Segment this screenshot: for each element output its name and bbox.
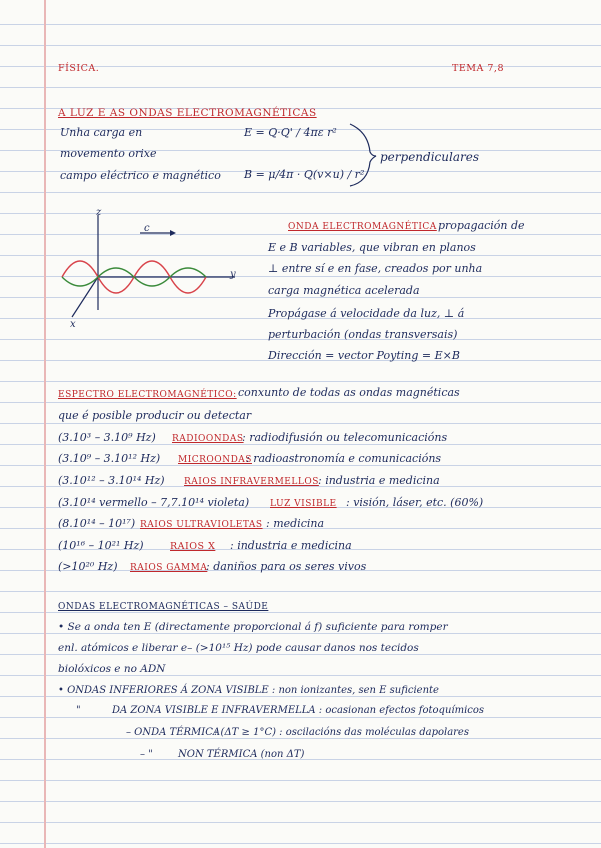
formula-b: B = μ/4π · Q(v×u) / r² [244,168,365,181]
velocity-c-label: c [144,223,150,234]
text-line: carga magnética acelerada [268,284,420,297]
spectrum-name: MICROONDAS [178,455,252,465]
spectrum-name: RAIOS INFRAVERMELLOS [184,477,319,487]
spectrum-desc: : radioastronomía e comunicacións [246,452,442,465]
text-line: DA ZONA VISIBLE E INFRAVERMELLA : ocasionan efectos fotoquímicos [112,705,485,716]
em-wave-diagram [60,205,250,335]
text-line: movemento orixe [60,147,157,160]
text-line: perturbación (ondas transversais) [268,328,458,341]
spectrum-name: RAIOS ULTRAVIOLETAS [140,520,263,530]
ditto-mark: – " [140,749,153,760]
text-line: E e B variables, que vibran en planos [268,241,476,254]
text-line: • Se a onda ten E (directamente proporcional á f) suficiente para romper [58,621,448,633]
spectrum-name: RAIOS X [170,541,216,552]
spectrum-range: (3.10⁹ – 3.10¹² Hz) [58,452,161,465]
text-line: enl. atómicos e liberar e– (>10¹⁵ Hz) pode causar danos nos tecidos [58,642,419,654]
perpendicular-label: perpendiculares [380,150,479,164]
em-wave-heading: ONDA ELECTROMAGNÉTICA [288,222,437,232]
spectrum-name: RADIOONDAS [172,434,244,444]
text-line: conxunto de todas as ondas magnéticas [238,386,460,399]
text-line: : (ΔT ≥ 1°C) : oscilacións das moléculas dapolares [214,727,469,738]
spectrum-range: (3.10¹⁴ vermello – 7,7.10¹⁴ violeta) [58,496,250,509]
subject-label: FÍSICA. [58,63,100,74]
spectrum-range: (8.10¹⁴ – 10¹⁷) [58,517,136,530]
spectrum-desc: : medicina [266,517,325,530]
brace-icon [348,122,378,188]
axis-y-label: y [230,269,236,280]
spectrum-name: RAIOS GAMMA [130,563,208,573]
text-line: Unha carga en [60,126,143,139]
spectrum-range: (10¹⁶ – 10²¹ Hz) [58,539,144,552]
axis-z-label: z [96,207,102,218]
spectrum-desc: : radiodifusión ou telecomunicacións [242,431,448,444]
text-line: • ONDAS INFERIORES Á ZONA VISIBLE : non ionizantes, sen E suficiente [58,685,439,696]
margin-line [44,0,46,848]
spectrum-desc: : daniños para os seres vivos [206,560,367,573]
spectrum-desc: : industria e medicina [318,474,440,487]
health-heading: ONDAS ELECTROMAGNÉTICAS – SAÚDE [58,602,269,612]
thermal-wave-label: – ONDA TÉRMICA [126,727,221,738]
spectrum-name: LUZ VISIBLE [270,499,337,509]
spectrum-desc: : industria e medicina [230,539,352,552]
text-line: Propágase á velocidade da luz, ⊥ á [268,307,465,320]
topic-label: TEMA 7,8 [452,63,504,74]
spectrum-desc: : visión, láser, etc. (60%) [346,496,484,509]
spectrum-heading: ESPECTRO ELECTROMAGNÉTICO: [58,390,237,400]
text-line: ⊥ entre sí e en fase, creados por unha [268,262,483,275]
spectrum-range: (3.10¹² – 3.10¹⁴ Hz) [58,474,165,487]
spectrum-range: (3.10³ – 3.10⁹ Hz) [58,431,156,444]
text-line: NON TÉRMICA (non ΔT) [178,749,305,760]
section-title-light: A LUZ E AS ONDAS ELECTROMAGNÉTICAS [58,107,317,119]
text-line: campo eléctrico e magnético [60,169,221,182]
text-line: propagación de [438,219,525,232]
ditto-mark: " [76,705,81,716]
text-line: que é posible producir ou detectar [58,409,252,422]
text-line: biolóxicos e no ADN [58,663,166,675]
spectrum-range: (>10²⁰ Hz) [58,560,118,573]
axis-x-label: x [70,319,76,330]
text-line: Dirección = vector Poyting = E×B [268,349,460,362]
formula-e: E = Q·Q' / 4πε r² [244,126,337,139]
